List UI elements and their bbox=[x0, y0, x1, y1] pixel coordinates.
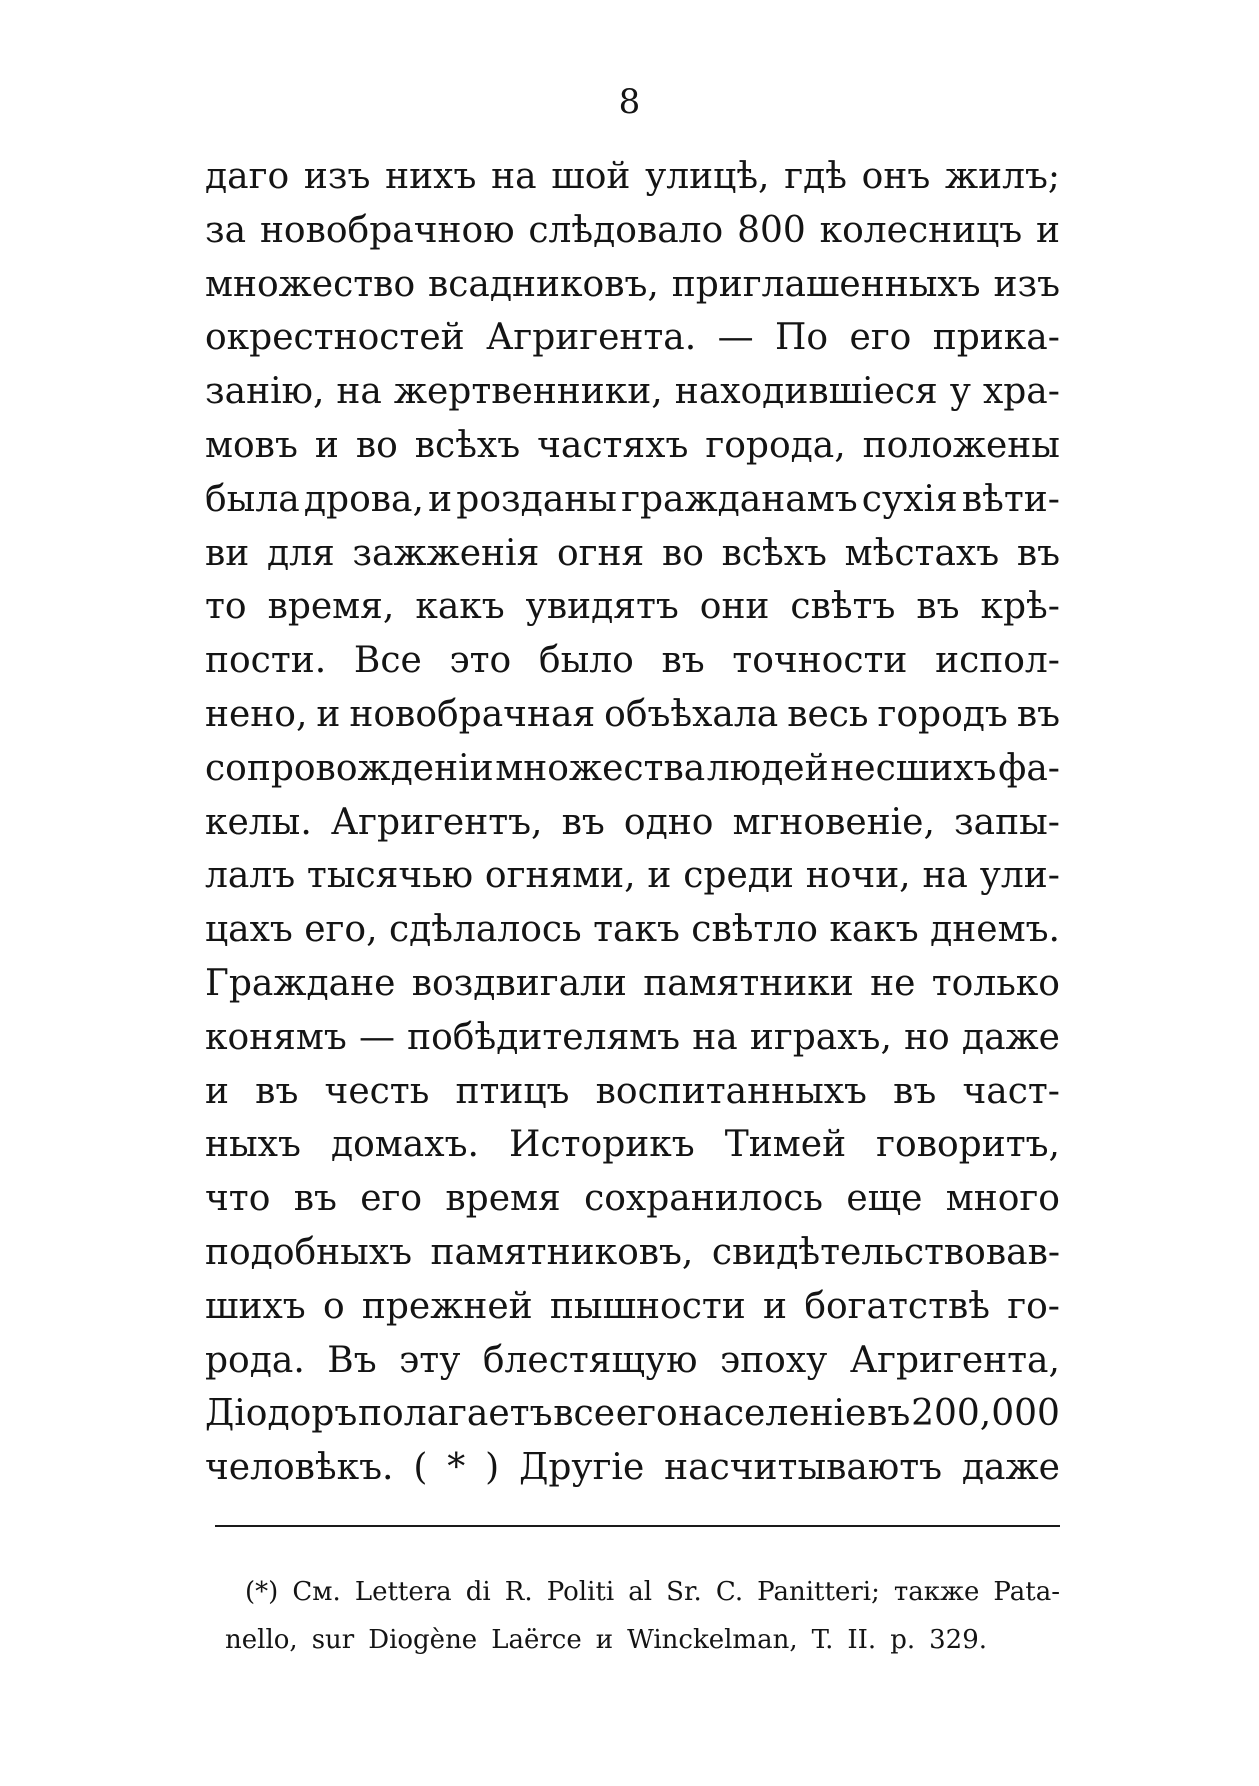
text-line: конямъ — побѣдителямъ на играхъ, но даже bbox=[205, 1016, 1060, 1058]
text-line: подобныхъ памятниковъ, свидѣтельствовав- bbox=[205, 1231, 1060, 1273]
text-line: шихъ о прежней пышности и богатствѣ го- bbox=[205, 1285, 1060, 1327]
text-line: рода. Въ эту блестящую эпоху Агригента, bbox=[205, 1339, 1060, 1381]
footnote-line: nello, sur Diogène Laërce и Winckelman, T. II. p. 329. bbox=[225, 1625, 988, 1655]
text-line: ви для зажженія огня во всѣхъ мѣстахъ въ bbox=[205, 532, 1060, 574]
text-line: Граждане воздвигали памятники не только bbox=[205, 962, 1060, 1004]
text-line: и въ честь птицъ воспитанныхъ въ част- bbox=[205, 1070, 1060, 1112]
text-line: мовъ и во всѣхъ частяхъ города, положены bbox=[205, 424, 1060, 466]
text-line: за новобрачною слѣдовало 800 колесницъ и bbox=[205, 209, 1060, 251]
text-line: что въ его время сохранилось еще много bbox=[205, 1178, 1060, 1220]
body-text bbox=[205, 150, 1060, 1495]
text-line: Діодоръ полагаетъ все его населеніе въ 200,000 bbox=[205, 1393, 1060, 1435]
text-line: лалъ тысячью огнями, и среди ночи, на ули- bbox=[205, 855, 1060, 897]
text-line: даго изъ нихъ на шой улицѣ, гдѣ онъ жилъ; bbox=[205, 156, 1060, 197]
text-line: ныхъ домахъ. Историкъ Тимей говоритъ, bbox=[205, 1124, 1060, 1166]
footnote-separator bbox=[215, 1525, 1060, 1527]
page-number: 8 bbox=[618, 82, 641, 122]
text-line: множество всадниковъ, приглашенныхъ изъ bbox=[205, 263, 1060, 305]
text-line: нено, и новобрачная объѣхала весь городъ въ bbox=[205, 693, 1060, 735]
text-line: то время, какъ увидятъ они свѣтъ въ крѣ- bbox=[205, 586, 1060, 628]
footnote bbox=[225, 1568, 1060, 1664]
text-line: пости. Все это было въ точности испол- bbox=[205, 640, 1060, 682]
text-line: занію, на жертвенники, находившіеся у хра- bbox=[205, 371, 1060, 413]
text-line: окрестностей Агригента. — По его прика- bbox=[205, 317, 1060, 359]
text-line: цахъ его, сдѣлалось такъ свѣтло какъ днемъ. bbox=[205, 909, 1060, 951]
text-line: человѣкъ. ( * ) Другіе насчитываютъ даже bbox=[205, 1447, 1060, 1489]
text-line: келы. Агригентъ, въ одно мгновеніе, запы- bbox=[205, 801, 1060, 843]
footnote-line: (*) См. Lettera di R. Politi al Sr. C. Panitteri; также Pata- bbox=[245, 1577, 1060, 1607]
text-line: сопровожденіи множества людей несшихъ фа- bbox=[205, 747, 1060, 789]
text-line: была дрова, и розданы гражданамъ сухія вѣти- bbox=[205, 478, 1060, 520]
